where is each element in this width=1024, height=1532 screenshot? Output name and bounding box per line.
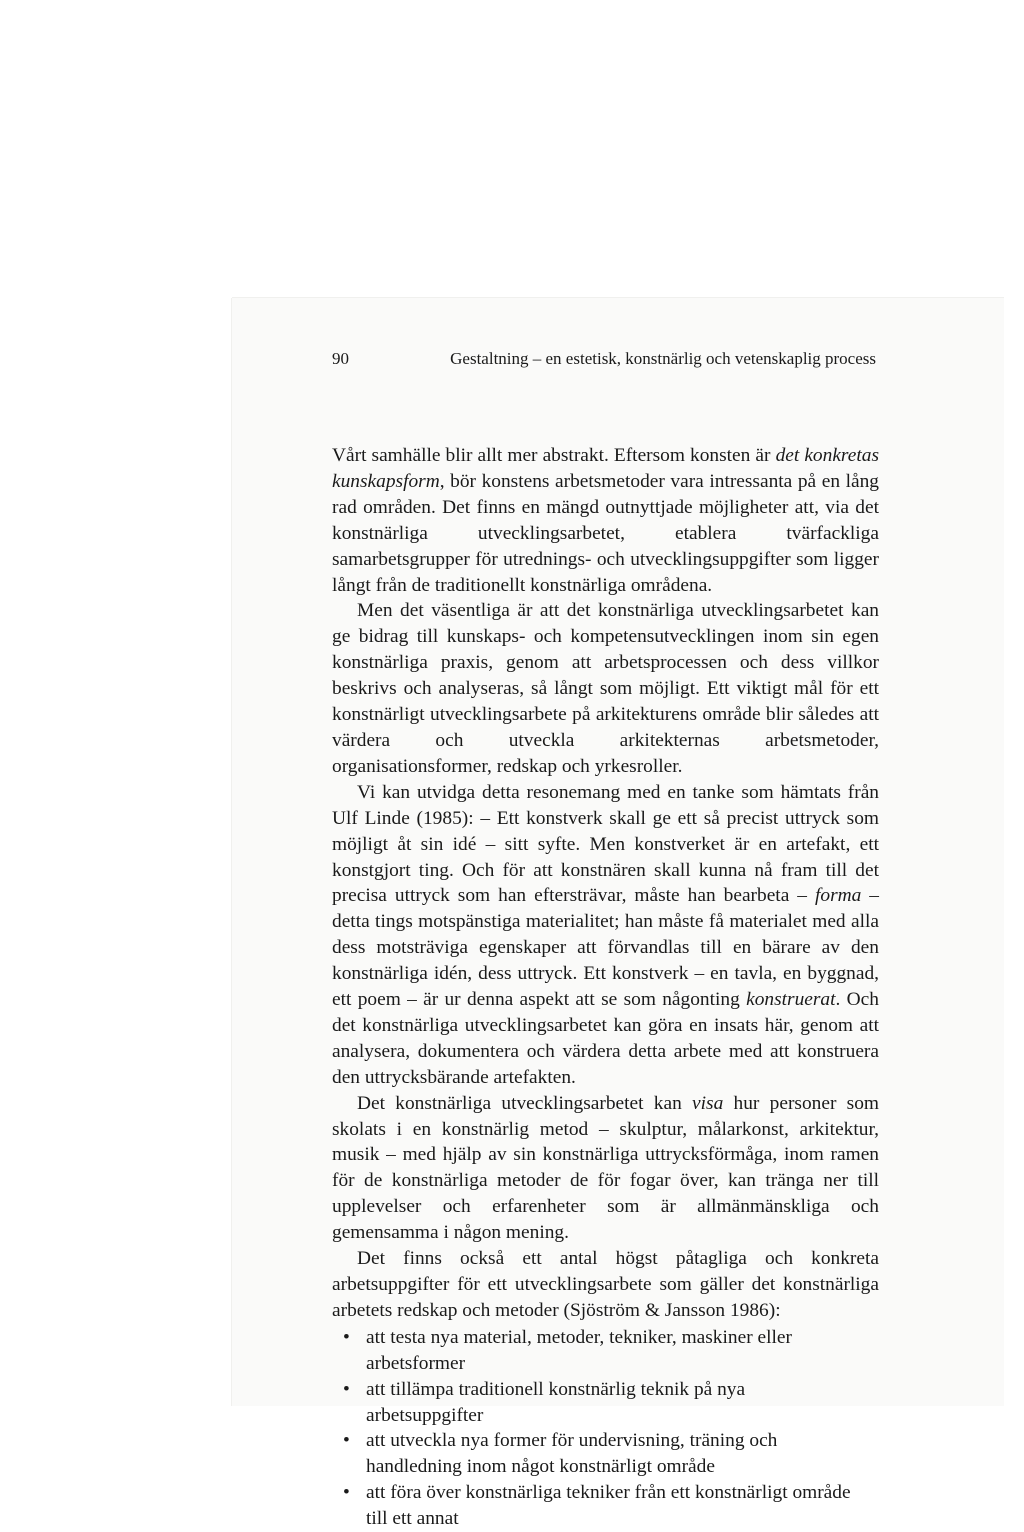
paragraph-3 — [332, 780, 879, 1091]
paragraph-3-emphasis-forma: forma — [814, 885, 862, 907]
page-number: 90 — [332, 349, 349, 368]
paragraph-3-text-a: Vi kan utvidga detta resonemang med en tanke som hämtats från Ulf Linde (1985): – Ett konstverk skall ge ett så precist uttryck som möjligt åt sin idé – sitt syfte. Men konstverket är en artefakt, ett konstgjort ting. Och för att konstnären skall kunna nå fram till det precisa uttryck som han eftersträvar, måste han bearbeta – — [332, 781, 879, 907]
paragraph-1-emphasis: det konkretas kunskapsform — [332, 445, 879, 492]
bullet-list — [332, 1325, 879, 1532]
running-header — [332, 346, 876, 372]
body-text — [332, 443, 879, 1532]
list-item-text: att tillämpa traditionell konstnärlig teknik på nya arbetsuppgifter — [366, 1378, 746, 1426]
paragraph-1-text-a: Vårt samhälle blir allt mer abstrakt. Eftersom konsten är — [332, 445, 776, 466]
list-item-text: att utveckla nya former för undervisning, träning och handledning inom något konstnärligt område — [366, 1430, 778, 1478]
paragraph-4-text-c: hur personer som skolats i en konstnärlig metod – skulptur, målarkonst, arkitektur, musik – med hjälp av sin konstnärliga uttrycksförmåga, inom ramen för de konstnärliga metoder de för fogar över, kan tränga ner till upplevelser och erfarenheter som är allmänmänskliga och gemensamma i någon mening. — [332, 1092, 879, 1244]
paragraph-4-emphasis-visa: visa — [692, 1092, 724, 1114]
running-title: Gestaltning – en estetisk, konstnärlig och vetenskaplig process — [450, 349, 876, 368]
paragraph-4 — [332, 1091, 879, 1246]
list-item-text: att testa nya material, metoder, tekniker, maskiner eller arbetsformer — [366, 1326, 792, 1374]
bullet-icon: • — [343, 1326, 350, 1348]
paragraph-5: Det finns också ett antal högst påtagliga och konkreta arbetsuppgifter för ett utvecklingsarbete som gäller det konstnärliga arbetets redskap och metoder (Sjöström & Jansson 1986): — [332, 1248, 879, 1321]
bullet-icon: • — [343, 1430, 350, 1452]
list-item — [332, 1325, 879, 1377]
list-item — [332, 1377, 879, 1429]
paragraph-3-emphasis-konstruerat: konstruerat — [746, 989, 836, 1011]
paragraph-1 — [332, 443, 879, 598]
list-item-text: att föra över konstnärliga tekniker från ett konstnärligt område till ett annat — [366, 1482, 851, 1530]
bullet-icon: • — [343, 1378, 350, 1400]
paragraph-1-text-c: , bör konstens arbetsmetoder vara intressanta på en lång rad områden. Det finns en mängd outnyttjade möjligheter att, via det konstnärliga utvecklingsarbetet, etablera tvärfackliga samarbetsgrupper för utrednings- och utvecklingsuppgifter som ligger långt från de traditionellt konstnärliga områdena. — [332, 470, 879, 596]
paragraph-2: Men det väsentliga är att det konstnärliga utvecklingsarbetet kan ge bidrag till kunskaps- och kompetensutvecklingen inom sin egen konstnärliga praxis, genom att arbetsprocessen och dess villkor beskrivs och analyseras, så långt som möjligt. Ett viktigt mål för ett konstnärligt utvecklingsarbete på arkitekturens område blir således att värdera och utveckla arkitekternas arbetsmetoder, organisationsformer, redskap och yrkesroller. — [332, 600, 879, 777]
paragraph-4-text-a: Det konstnärliga utvecklingsarbetet kan — [357, 1092, 693, 1114]
list-item — [332, 1480, 879, 1532]
list-item — [332, 1428, 879, 1480]
paragraph-3-text-e: . Och det konstnärliga utvecklingsarbetet kan göra en insats här, genom att analysera, dokumentera och värdera detta arbete med att konstruera den uttrycksbärande artefakten. — [332, 989, 879, 1088]
paragraph-3-text-c: – detta tings motspänstiga materialitet; han måste få materialet med alla dess motsträviga egenskaper att förvandlas till en bärare av den konstnärliga idén, dess uttryck. Ett konstverk – en tavla, en byggnad, ett poem – är ur denna aspekt att se som någonting — [332, 885, 879, 1011]
bullet-icon: • — [343, 1482, 350, 1504]
